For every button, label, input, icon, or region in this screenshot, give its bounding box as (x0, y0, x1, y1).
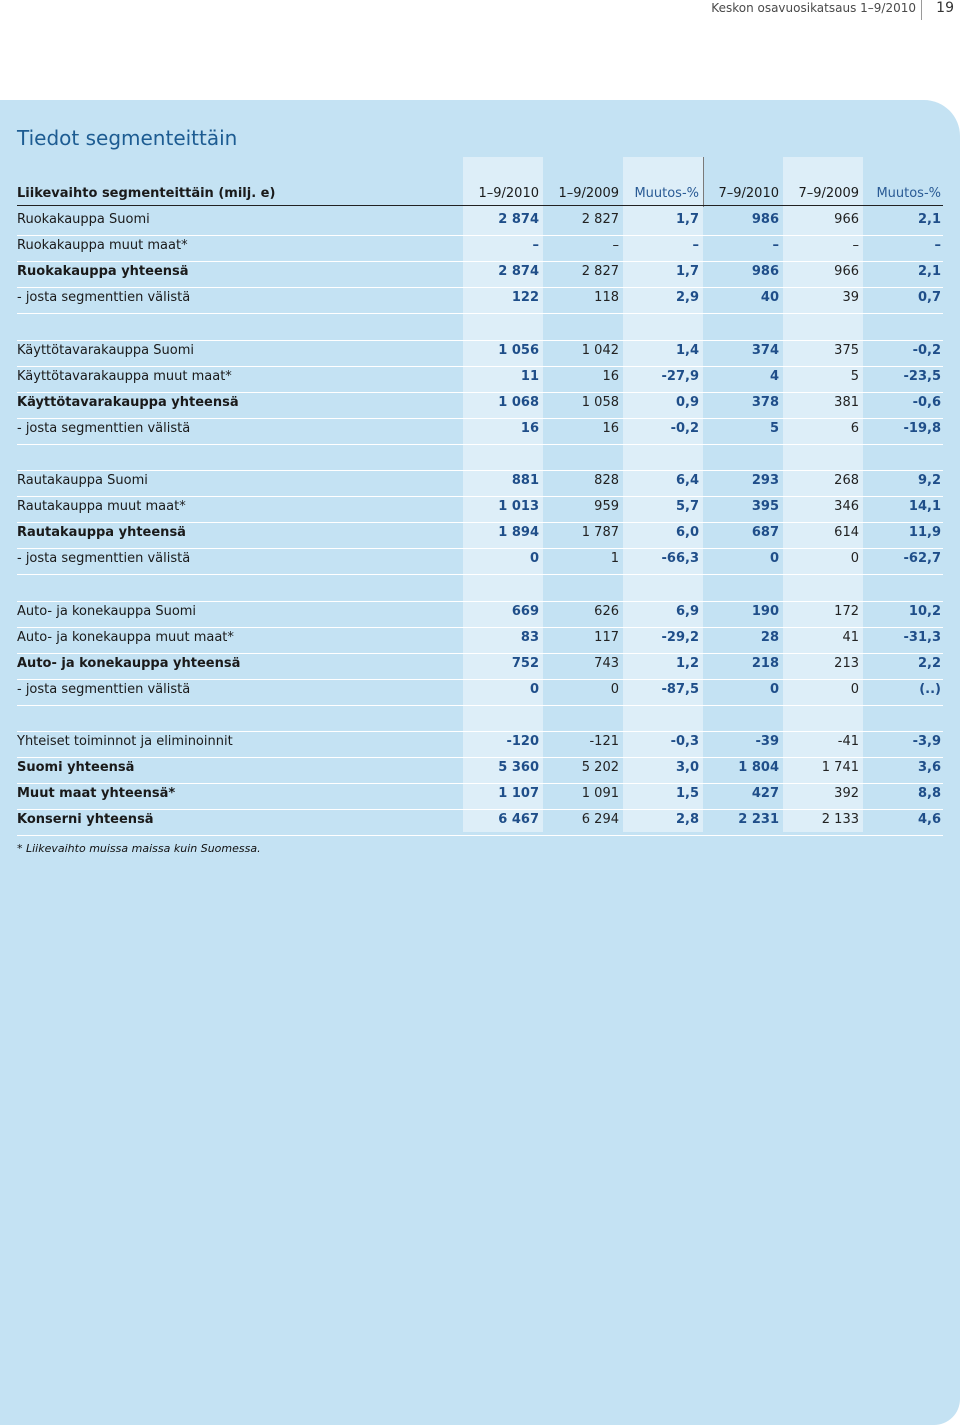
table-cell: 395 (751, 499, 779, 515)
table-cell: 3,0 (675, 760, 699, 776)
table-cell: 1 056 (498, 342, 539, 358)
row-label: Auto- ja konekauppa muut maat* (17, 629, 234, 645)
table-cell: -62,7 (903, 551, 941, 567)
row-separator (17, 835, 943, 836)
row-separator (17, 679, 943, 680)
header-underline (17, 205, 943, 206)
table-cell: 752 (511, 655, 539, 671)
group-spacer-line (17, 470, 943, 471)
table-cell: -19,8 (903, 420, 941, 436)
table-cell: 427 (751, 786, 779, 802)
table-cell: 6,4 (675, 473, 699, 488)
table-cell: 986 (751, 212, 779, 227)
table-cell: 11 (520, 368, 539, 384)
table-cell: 6 467 (498, 812, 539, 828)
table-cell: 1 058 (581, 394, 619, 410)
row-label: Ruokakauppa muut maat* (17, 238, 188, 254)
row-label: Käyttötavarakauppa muut maat* (17, 368, 232, 384)
table-cell: 0,9 (675, 394, 699, 410)
table-cell: – (532, 238, 539, 254)
table-cell: 1 894 (498, 525, 539, 541)
table-cell: 1,2 (675, 655, 699, 671)
table-cell: 0 (529, 681, 539, 697)
table-cell: 1 787 (581, 525, 619, 541)
column-header: 1–9/2010 (478, 186, 539, 201)
row-label: - josta segmenttien välistä (17, 420, 191, 436)
table-cell: -3,9 (912, 734, 941, 749)
row-label: - josta segmenttien välistä (17, 681, 191, 697)
table-cell: 10,2 (908, 603, 941, 619)
table-cell: 687 (751, 525, 779, 541)
table-cell: 40 (760, 290, 779, 306)
row-separator (17, 496, 943, 497)
table-cell: 0 (529, 551, 539, 567)
row-label: Ruokakauppa yhteensä (17, 264, 189, 280)
table-cell: 392 (834, 786, 859, 802)
table-cell: 0 (610, 681, 619, 697)
table-cell: 2,8 (675, 812, 699, 828)
table-cell: 0 (769, 551, 779, 567)
row-separator (17, 287, 943, 288)
table-cell: 6 294 (581, 812, 619, 828)
row-label: Käyttötavarakauppa Suomi (17, 342, 194, 358)
table-cell: 2 874 (498, 264, 539, 280)
row-label: Rautakauppa muut maat* (17, 499, 186, 515)
page-header (0, 0, 960, 20)
section-title: Tiedot segmenteittäin (17, 126, 238, 150)
group-spacer-line (17, 340, 943, 341)
table-cell: 5,7 (675, 499, 699, 515)
table-cell: -23,5 (903, 368, 941, 384)
table-cell: – (934, 238, 941, 254)
table-cell: 28 (760, 629, 779, 645)
table-cell: – (692, 238, 699, 254)
row-separator (17, 392, 943, 393)
row-separator (17, 522, 943, 523)
row-label: Muut maat yhteensä* (17, 786, 176, 802)
row-separator (17, 757, 943, 758)
column-header: 1–9/2009 (558, 186, 619, 201)
row-label: Konserni yhteensä (17, 812, 154, 828)
table-cell: 3,6 (917, 760, 941, 776)
table-cell: (..) (919, 681, 941, 697)
table-cell: 1 013 (498, 499, 539, 515)
row-separator (17, 653, 943, 654)
row-separator (17, 444, 943, 445)
row-separator (17, 313, 943, 314)
table-cell: 374 (751, 342, 779, 358)
table-cell: 2,1 (917, 264, 941, 280)
table-cell: 39 (842, 290, 859, 306)
table-cell: -0,2 (912, 342, 941, 358)
table-cell: 1 107 (498, 786, 539, 802)
row-label: - josta segmenttien välistä (17, 290, 191, 306)
row-separator (17, 627, 943, 628)
table-cell: – (612, 238, 619, 254)
table-cell: 966 (834, 212, 859, 227)
row-separator (17, 705, 943, 706)
column-header: 7–9/2009 (798, 186, 859, 201)
row-separator (17, 418, 943, 419)
table-cell: 293 (751, 473, 779, 488)
table-cell: 0,7 (917, 290, 941, 306)
table-cell: 346 (834, 499, 859, 515)
table-cell: 14,1 (908, 499, 941, 515)
table-cell: 966 (834, 264, 859, 280)
table-cell: 2,9 (675, 290, 699, 306)
table-cell: – (852, 238, 859, 254)
table-cell: -31,3 (903, 629, 941, 645)
table-cell: 2 874 (498, 212, 539, 227)
table-cell: 190 (751, 603, 779, 619)
table-cell: 669 (511, 603, 539, 619)
row-label: Ruokakauppa Suomi (17, 212, 150, 227)
page-number: 19 (936, 0, 954, 16)
row-separator (17, 783, 943, 784)
table-cell: 5 360 (498, 760, 539, 776)
table-cell: 0 (769, 681, 779, 697)
table-cell: 381 (834, 394, 859, 410)
table-cell: 1 068 (498, 394, 539, 410)
table-cell: 959 (594, 499, 619, 515)
table-cell: 83 (520, 629, 539, 645)
group-spacer-line (17, 731, 943, 732)
table-cell: -29,2 (661, 629, 699, 645)
table-cell: 4,6 (917, 812, 941, 828)
row-label: Suomi yhteensä (17, 760, 135, 776)
table-cell: 41 (842, 629, 859, 645)
row-label: - josta segmenttien välistä (17, 551, 191, 567)
row-separator (17, 809, 943, 810)
table-cell: 1 (610, 551, 619, 567)
table-cell: 1,4 (675, 342, 699, 358)
table-cell: 16 (520, 420, 539, 436)
row-label: Yhteiset toiminnot ja eliminoinnit (17, 734, 233, 749)
table-cell: 2,1 (917, 212, 941, 227)
table-cell: -0,3 (670, 734, 699, 749)
header-divider (921, 0, 922, 20)
table-cell: 1 091 (581, 786, 619, 802)
table-cell: 9,2 (917, 473, 941, 488)
table-cell: 117 (594, 629, 619, 645)
table-cell: 6,9 (675, 603, 699, 619)
table-cell: 375 (834, 342, 859, 358)
table-footnote: * Liikevaihto muissa maissa kuin Suomessa. (17, 842, 261, 855)
table-cell: -0,6 (912, 394, 941, 410)
row-label: Rautakauppa yhteensä (17, 525, 186, 541)
table-cell: -0,2 (670, 420, 699, 436)
table-cell: 0 (850, 681, 859, 697)
table-cell: 218 (751, 655, 779, 671)
row-separator (17, 366, 943, 367)
table-cell: 1 741 (821, 760, 859, 776)
document-title: Keskon osavuosikatsaus 1–9/2010 (711, 1, 916, 15)
table-cell: -39 (755, 734, 779, 749)
table-cell: 614 (834, 525, 859, 541)
table-cell: 268 (834, 473, 859, 488)
table-cell: 743 (594, 655, 619, 671)
table-cell: 0 (850, 551, 859, 567)
table-cell: 828 (594, 473, 619, 488)
table-cell: 16 (602, 420, 619, 436)
column-header: Muutos-% (634, 186, 699, 201)
table-cell: 2 133 (821, 812, 859, 828)
column-header: 7–9/2010 (718, 186, 779, 201)
table-cell: 122 (511, 290, 539, 306)
table-cell: 881 (511, 473, 539, 488)
row-separator (17, 235, 943, 236)
table-cell: 8,8 (917, 786, 941, 802)
table-cell: 1 804 (738, 760, 779, 776)
table-cell: 5 (769, 420, 779, 436)
row-separator (17, 574, 943, 575)
row-separator (17, 548, 943, 549)
column-header: Muutos-% (876, 186, 941, 201)
table-cell: 2 231 (738, 812, 779, 828)
table-cell: 2 827 (581, 264, 619, 280)
table-cell: 986 (751, 264, 779, 280)
table-cell: 626 (594, 603, 619, 619)
row-label: Käyttötavarakauppa yhteensä (17, 394, 239, 410)
table-cell: -41 (837, 734, 859, 749)
table-cell: 1,7 (675, 264, 699, 280)
table-cell: -87,5 (661, 681, 699, 697)
table-cell: 172 (834, 603, 859, 619)
table-cell: 213 (834, 655, 859, 671)
table-cell: 6 (850, 420, 859, 436)
table-cell: 1 042 (581, 342, 619, 358)
table-cell: -121 (589, 734, 619, 749)
row-separator (17, 261, 943, 262)
row-label: Auto- ja konekauppa Suomi (17, 603, 197, 619)
table-cell: 2,2 (917, 655, 941, 671)
row-label: Auto- ja konekauppa yhteensä (17, 655, 241, 671)
table-cell: 11,9 (908, 525, 941, 541)
table-cell: 5 202 (581, 760, 619, 776)
table-cell: -120 (506, 734, 539, 749)
table-cell: 5 (850, 368, 859, 384)
table-cell: -27,9 (661, 368, 699, 384)
table-cell: -66,3 (661, 551, 699, 567)
table-cell: – (772, 238, 779, 254)
table-cell: 16 (602, 368, 619, 384)
table-cell: 4 (769, 368, 779, 384)
table-cell: 118 (594, 290, 619, 306)
table-title: Liikevaihto segmenteittäin (milj. e) (17, 186, 276, 201)
row-label: Rautakauppa Suomi (17, 473, 148, 488)
table-cell: 378 (751, 394, 779, 410)
table-cell: 2 827 (581, 212, 619, 227)
table-cell: 1,7 (675, 212, 699, 227)
table-cell: 6,0 (675, 525, 699, 541)
group-spacer-line (17, 601, 943, 602)
table-cell: 1,5 (675, 786, 699, 802)
